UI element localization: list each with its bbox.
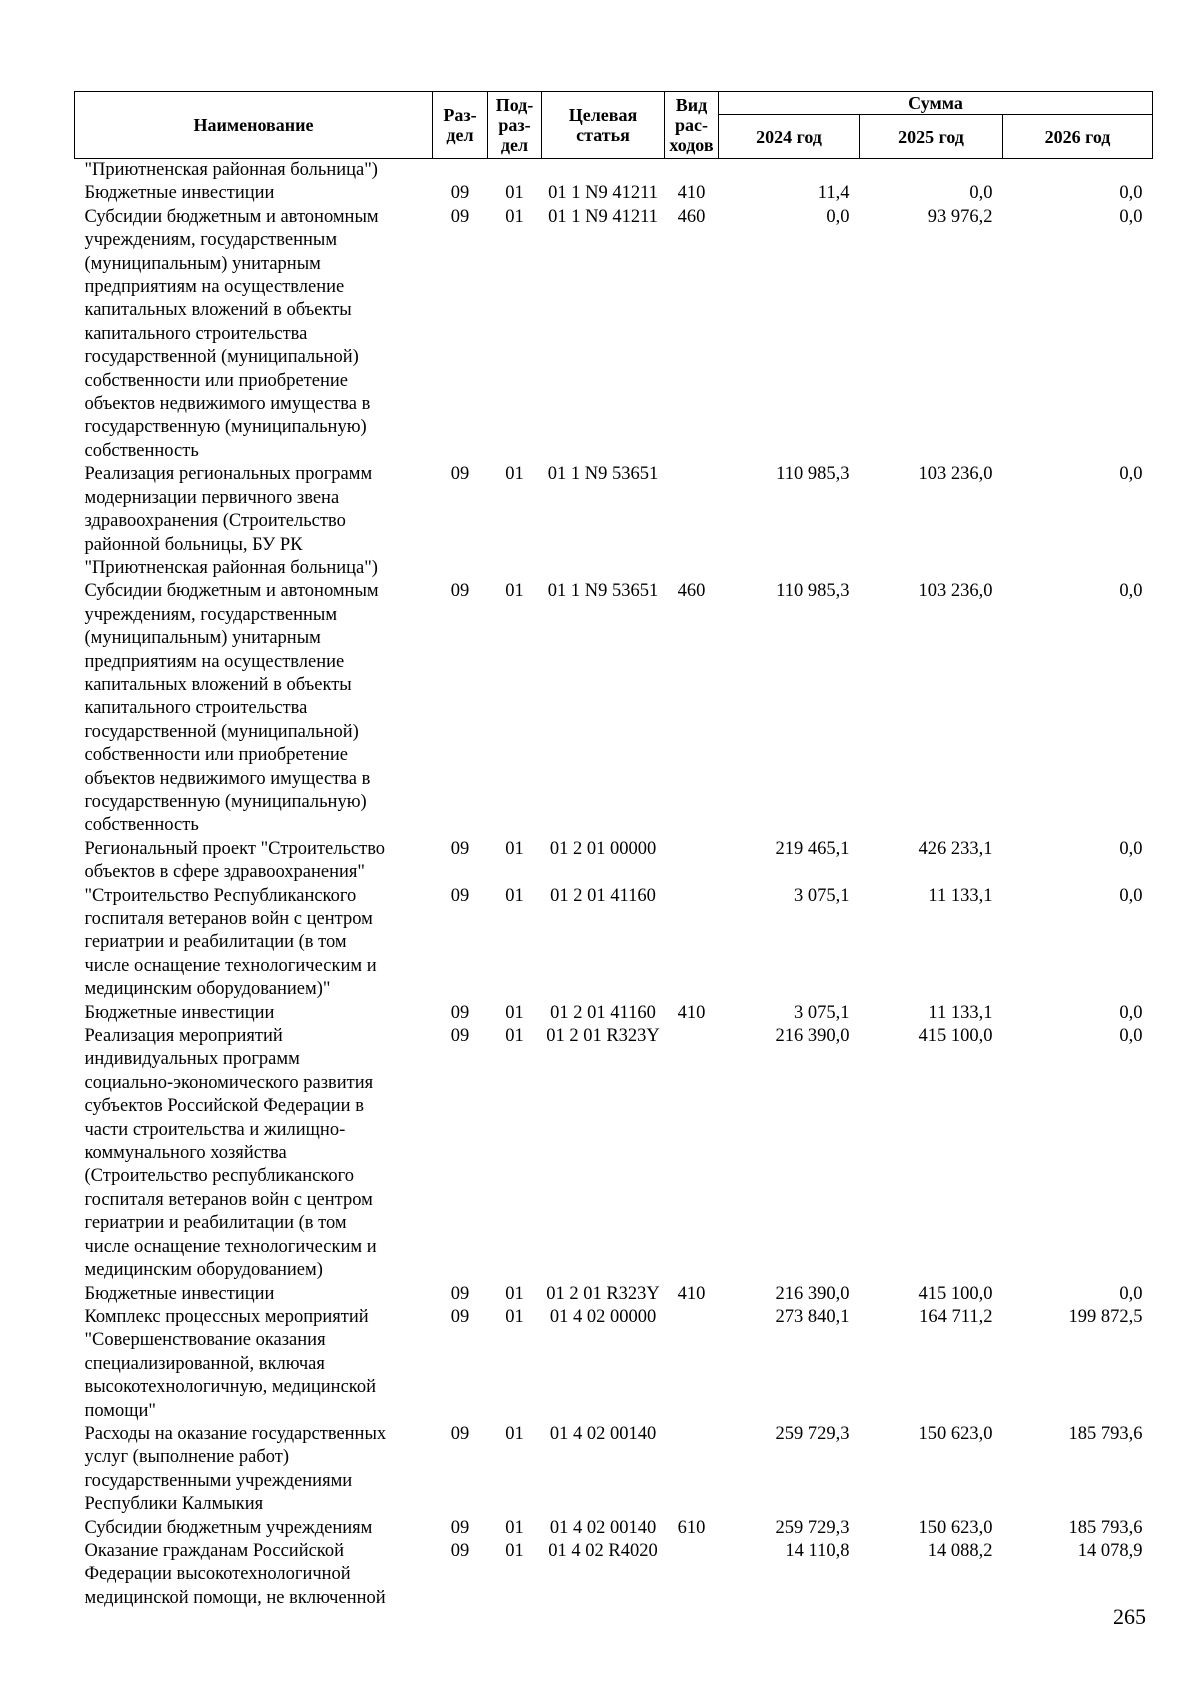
cell-2025: 14 088,2 xyxy=(927,1540,993,1561)
cell-name: Реализация региональных программ модернизации первичного звена здравоохранения (Строительство районной больницы, БУ РК "Приютненская районная больница") xyxy=(84,464,378,578)
cell-podrazdel: 01 xyxy=(505,1026,524,1047)
cell-2026: 0,0 xyxy=(1119,1002,1143,1023)
table-row xyxy=(75,838,1153,885)
cell-razdel: 09 xyxy=(450,838,470,859)
cell-razdel: 09 xyxy=(450,1517,470,1538)
header-sum: Сумма xyxy=(719,92,1153,115)
cell-target-article: 01 4 02 R4020 xyxy=(548,1540,658,1561)
cell-target-article: 01 2 01 R323Y xyxy=(546,1283,660,1304)
cell-2024: 14 110,8 xyxy=(785,1540,850,1561)
cell-2026: 0,0 xyxy=(1119,206,1143,227)
table-row xyxy=(75,580,1153,837)
cell-name: Оказание гражданам Российской Федерации высокотехнологичной медицинской помощи, не включенной xyxy=(84,1540,386,1608)
cell-target-article: 01 1 N9 53651 xyxy=(547,581,659,602)
table-row xyxy=(75,1025,1153,1282)
cell-expense-type: 410 xyxy=(677,183,706,204)
cell-name: Региональный проект "Строительство объектов в сфере здравоохранения" xyxy=(84,838,386,883)
cell-target-article: 01 2 01 41160 xyxy=(550,1002,656,1023)
cell-2025: 103 236,0 xyxy=(918,581,993,602)
cell-razdel: 09 xyxy=(450,1423,470,1444)
cell-2024: 110 985,3 xyxy=(776,464,850,485)
table-row xyxy=(75,1423,1153,1517)
cell-2025: 426 233,1 xyxy=(918,838,993,859)
cell-expense-type: 610 xyxy=(677,1517,706,1538)
cell-name: Субсидии бюджетным и автономным учреждениям, государственным (муниципальным) унитарным предприятиям на осуществление капитальных вложений в объекты капитального строительства государственной (муниципальной) собственности или приобретение объектов недвижимого имущества в государственную (муниципальную) собственность xyxy=(84,581,379,836)
cell-target-article: 01 1 N9 41211 xyxy=(548,206,658,227)
cell-target-article: 01 2 01 R323Y xyxy=(546,1026,660,1047)
cell-2024: 11,4 xyxy=(817,183,850,204)
cell-razdel xyxy=(433,159,488,183)
cell-2025: 150 623,0 xyxy=(918,1517,993,1538)
cell-expense-type xyxy=(665,1423,719,1517)
cell-name: Комплекс процессных мероприятий "Совершенствование оказания специализированной, включая высокотехнологичную, медицинской помощи" xyxy=(84,1306,376,1421)
cell-expense-type: 410 xyxy=(677,1283,706,1304)
cell-2026: 0,0 xyxy=(1119,838,1143,859)
cell-expense-type xyxy=(665,1540,719,1614)
cell-name: Бюджетные инвестиции xyxy=(84,1283,275,1304)
page-number: 265 xyxy=(1113,1604,1146,1629)
table-row xyxy=(75,206,1153,463)
table-row xyxy=(75,182,1153,205)
table-header xyxy=(75,92,1153,159)
cell-podrazdel: 01 xyxy=(505,183,524,204)
table-row xyxy=(75,1306,1153,1423)
cell-2024: 216 390,0 xyxy=(775,1283,850,1304)
table-row xyxy=(75,1283,1153,1306)
cell-name: Субсидии бюджетным учреждениям xyxy=(84,1517,373,1538)
cell-2026: 0,0 xyxy=(1119,1283,1143,1304)
cell-podrazdel: 01 xyxy=(505,885,524,906)
cell-2025: 11 133,1 xyxy=(928,885,993,906)
cell-razdel: 09 xyxy=(450,464,470,485)
cell-2025: 103 236,0 xyxy=(918,464,993,485)
cell-podrazdel: 01 xyxy=(505,1306,524,1327)
cell-razdel: 09 xyxy=(450,885,470,906)
cell-name: Расходы на оказание государственных услуг (выполнение работ) государственными учреждениями Республики Калмыкия xyxy=(84,1423,387,1515)
header-razdel: Раз- дел xyxy=(433,92,488,159)
table-row xyxy=(75,885,1153,1002)
cell-2026: 199 872,5 xyxy=(1068,1306,1143,1327)
cell-target-article: 01 4 02 00140 xyxy=(549,1517,657,1538)
header-podrazdel: Под- раз- дел xyxy=(488,92,542,159)
cell-podrazdel: 01 xyxy=(505,464,524,485)
cell-2025: 93 976,2 xyxy=(927,206,993,227)
table-row xyxy=(75,1517,1153,1540)
cell-expense-type xyxy=(665,838,719,885)
table-row xyxy=(75,463,1153,580)
cell-2026 xyxy=(1003,159,1153,183)
cell-razdel: 09 xyxy=(450,1026,470,1047)
cell-expense-type: 460 xyxy=(677,206,706,227)
cell-expense-type: 410 xyxy=(677,1002,706,1023)
header-year-2025: 2025 год xyxy=(860,115,1003,159)
cell-2026: 0,0 xyxy=(1119,464,1143,485)
cell-expense-type xyxy=(665,1025,719,1282)
cell-2026: 0,0 xyxy=(1119,885,1143,906)
cell-podrazdel: 01 xyxy=(505,838,524,859)
cell-2024: 0,0 xyxy=(826,206,850,227)
cell-2024: 259 729,3 xyxy=(775,1423,850,1444)
cell-target-article: 01 1 N9 41211 xyxy=(548,183,658,204)
cell-razdel: 09 xyxy=(450,1540,470,1561)
cell-2025: 11 133,1 xyxy=(928,1002,993,1023)
cell-target-article: 01 4 02 00000 xyxy=(549,1306,657,1327)
cell-razdel: 09 xyxy=(450,1306,470,1327)
cell-2024: 3 075,1 xyxy=(794,1002,850,1023)
cell-target-article: 01 2 01 00000 xyxy=(549,838,657,859)
cell-name: Бюджетные инвестиции xyxy=(84,1002,275,1023)
cell-expense-type xyxy=(665,159,719,183)
cell-podrazdel: 01 xyxy=(505,1517,524,1538)
header-expense-type: Вид рас- ходов xyxy=(665,92,719,159)
cell-podrazdel xyxy=(488,159,542,183)
cell-razdel: 09 xyxy=(450,183,470,204)
cell-target-article: 01 4 02 00140 xyxy=(549,1423,657,1444)
cell-expense-type: 460 xyxy=(677,581,706,602)
header-year-2024: 2024 год xyxy=(719,115,860,159)
cell-target-article: 01 2 01 41160 xyxy=(550,885,656,906)
header-year-2026: 2026 год xyxy=(1003,115,1153,159)
cell-2025: 0,0 xyxy=(969,183,993,204)
header-name: Наименование xyxy=(75,92,433,159)
cell-razdel: 09 xyxy=(450,1002,470,1023)
cell-2025: 150 623,0 xyxy=(918,1423,993,1444)
budget-table-page xyxy=(74,91,1152,1614)
cell-2026: 0,0 xyxy=(1119,183,1143,204)
cell-podrazdel: 01 xyxy=(505,1283,524,1304)
cell-2024: 3 075,1 xyxy=(794,885,850,906)
cell-2025: 415 100,0 xyxy=(918,1283,993,1304)
table-row xyxy=(75,159,1153,183)
cell-expense-type xyxy=(665,463,719,580)
cell-2024: 273 840,1 xyxy=(775,1306,850,1327)
cell-podrazdel: 01 xyxy=(505,1002,524,1023)
cell-target-article xyxy=(542,159,665,183)
cell-podrazdel: 01 xyxy=(505,581,524,602)
cell-2025: 164 711,2 xyxy=(919,1306,993,1327)
cell-2024: 216 390,0 xyxy=(775,1026,850,1047)
cell-2024: 110 985,3 xyxy=(776,581,850,602)
cell-2026: 185 793,6 xyxy=(1068,1423,1143,1444)
cell-razdel: 09 xyxy=(450,1283,470,1304)
cell-name: Бюджетные инвестиции xyxy=(84,183,275,204)
cell-expense-type xyxy=(665,885,719,1002)
cell-target-article: 01 1 N9 53651 xyxy=(547,464,659,485)
cell-2026: 14 078,9 xyxy=(1077,1540,1143,1561)
cell-2025 xyxy=(860,159,1003,183)
table-row xyxy=(75,1002,1153,1025)
cell-2025: 415 100,0 xyxy=(918,1026,993,1047)
cell-2026: 0,0 xyxy=(1119,581,1143,602)
cell-name: Субсидии бюджетным и автономным учреждениям, государственным (муниципальным) унитарным предприятиям на осуществление капитальных вложений в объекты капитального строительства государственной (муниципальной) собственности или приобретение объектов недвижимого имущества в государственную (муниципальную) собственность xyxy=(84,206,379,461)
budget-table xyxy=(74,91,1153,1614)
cell-2024: 219 465,1 xyxy=(775,838,850,859)
table-row xyxy=(75,1540,1153,1614)
cell-podrazdel: 01 xyxy=(505,1540,524,1561)
cell-2026: 0,0 xyxy=(1119,1026,1143,1047)
cell-razdel: 09 xyxy=(450,206,470,227)
cell-2024 xyxy=(719,159,860,183)
cell-podrazdel: 01 xyxy=(505,206,524,227)
cell-name: "Приютненская районная больница") xyxy=(84,160,378,180)
cell-expense-type xyxy=(665,1306,719,1423)
cell-razdel: 09 xyxy=(450,581,470,602)
cell-2026: 185 793,6 xyxy=(1068,1517,1143,1538)
cell-2024: 259 729,3 xyxy=(775,1517,850,1538)
cell-name: Реализация мероприятий индивидуальных программ социально-экономического развития субъектов Российской Федерации в части строительства и жилищно- коммунального хозяйства (Строительство республиканского госпиталя ветеранов войн с центром гериатрии и реабилитации (в том числе оснащение технологическим и медицинским оборудованием) xyxy=(84,1026,377,1281)
cell-name: "Строительство Республиканского госпиталя ветеранов войн с центром гериатрии и реабилитации (в том числе оснащение технологическим и медицинским оборудованием)" xyxy=(84,885,377,1000)
header-target-article: Целевая статья xyxy=(542,92,665,159)
cell-podrazdel: 01 xyxy=(505,1423,524,1444)
table-body xyxy=(75,159,1153,1615)
